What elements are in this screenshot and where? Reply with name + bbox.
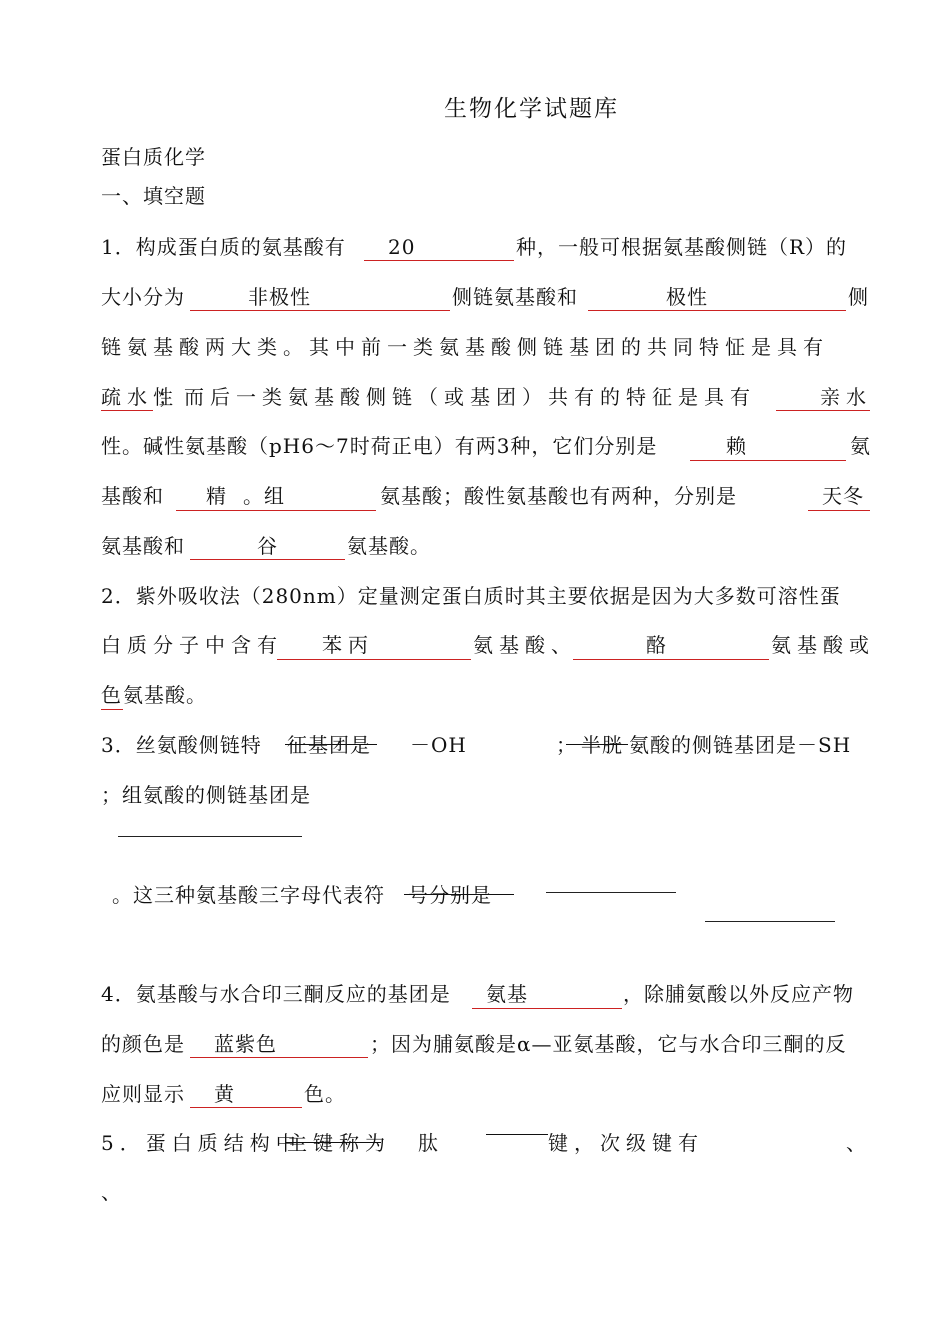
answer-blank	[118, 836, 302, 837]
q4-text: 应则显示	[101, 1082, 185, 1106]
q1-text: 侧	[848, 285, 869, 309]
q2-answer: 色	[101, 683, 122, 707]
q2-answer: 酪	[646, 633, 667, 657]
q1-answer: 赖	[726, 434, 747, 458]
q2-text: 白质分子中含有	[101, 633, 283, 657]
answer-blank	[190, 310, 450, 311]
q1-text: 大小分为	[101, 285, 185, 309]
q3-text: ；组氨酸的侧链基团是	[101, 783, 311, 807]
q1-answer: 天冬	[822, 484, 864, 508]
q5-answer: 肽	[418, 1131, 439, 1155]
strikethrough	[404, 894, 514, 895]
q1-answer: 。组	[243, 484, 285, 508]
answer-blank	[546, 892, 676, 893]
strikethrough	[486, 1134, 548, 1135]
q1-text: 氨	[850, 434, 871, 458]
q1-text: 氨基酸；酸性氨基酸也有两种，分别是	[380, 484, 737, 508]
q3-text: 氨酸的侧链基团是－SH	[629, 733, 852, 757]
q4-text: ；因为脯氨酸是α—亚氨基酸，它与水合印三酮的反	[370, 1032, 847, 1056]
q4-text: ，除脯氨酸以外反应产物	[623, 982, 854, 1006]
strikethrough	[566, 744, 628, 745]
answer-blank	[101, 709, 123, 710]
q1-text: 。碱性氨基酸（pH6～7时荷正电）有两3种，它们分别是	[122, 434, 658, 458]
q2-answer: 苯丙	[322, 633, 374, 657]
answer-blank	[176, 510, 376, 511]
answer-blank	[277, 659, 471, 660]
answer-blank	[776, 410, 870, 411]
answer-blank	[690, 460, 846, 461]
answer-blank	[705, 921, 835, 922]
q5-text: 、	[846, 1131, 867, 1155]
q5-text: 键，次级键有	[548, 1131, 704, 1155]
q2-text: 氨基酸或	[771, 633, 875, 657]
answer-blank	[588, 310, 846, 311]
q1-text: 1．构成蛋白质的氨基酸有	[101, 235, 346, 259]
q1-text: 氨基酸和	[101, 534, 185, 558]
answer-blank	[573, 659, 769, 660]
q5-struck-text: 主键称为	[287, 1131, 391, 1155]
q1-answer: 20	[388, 235, 416, 259]
q1-text: 基酸和	[101, 484, 164, 508]
answer-blank	[190, 559, 345, 560]
q1-answer: 谷	[257, 534, 278, 558]
q1-text: 链氨基酸两大类。其中前一类氨基酸侧链基团的共同特怔是具有	[101, 335, 829, 359]
q4-text: 4．氨基酸与水合印三酮反应的基团是	[101, 982, 451, 1006]
q1-answer: 亲水	[820, 385, 872, 409]
strikethrough	[285, 744, 377, 745]
q3-struck-text: 征基团是	[287, 733, 371, 757]
q4-text: 的颜色是	[101, 1032, 185, 1056]
q5-text: 、	[101, 1180, 122, 1204]
q4-text: 色。	[304, 1082, 346, 1106]
q1-text: 氨基酸。	[347, 534, 431, 558]
answer-blank	[190, 1057, 368, 1058]
answer-blank	[808, 510, 870, 511]
section-heading: 一、填空题	[101, 184, 206, 208]
q3-answer: －OH	[410, 733, 467, 757]
q3-text: 。这三种氨基酸三字母代表符	[112, 883, 385, 907]
q3-struck-text: 号分别是	[408, 883, 492, 907]
q3-text: ；	[556, 733, 577, 757]
q4-answer: 氨基	[486, 982, 528, 1006]
q1-text: ；而后一类氨基酸侧链（或基团）共有的特征是具有	[158, 385, 756, 409]
answer-blank	[101, 410, 153, 411]
q1-text: 种，一般可根据氨基酸侧链（R）的	[516, 235, 848, 259]
answer-blank	[190, 1107, 302, 1108]
q2-text: 2．紫外吸收法（280nm）定量测定蛋白质时其主要依据是因为大多数可溶性蛋	[101, 584, 841, 608]
q4-answer: 蓝紫色	[214, 1032, 277, 1056]
q1-text: 侧链氨基酸和	[452, 285, 578, 309]
answer-blank	[364, 260, 514, 261]
q2-text: 氨基酸、	[473, 633, 577, 657]
chapter-heading: 蛋白质化学	[101, 145, 206, 169]
q4-answer: 黄	[214, 1082, 235, 1106]
q2-text: 氨基酸。	[123, 683, 207, 707]
document-title: 生物化学试题库	[444, 96, 619, 122]
q3-text: 3．丝氨酸侧链特	[101, 733, 262, 757]
q1-answer: 精	[206, 484, 227, 508]
q1-answer: 性	[101, 434, 122, 458]
q5-text: 5．蛋白质结构中	[101, 1131, 302, 1155]
strikethrough	[285, 1142, 381, 1143]
answer-blank	[472, 1008, 622, 1009]
q1-answer: 非极性	[248, 285, 311, 309]
q1-answer: 极性	[666, 285, 708, 309]
q3-struck-text: 半胱	[581, 733, 623, 757]
q1-answer: 疏水性	[101, 385, 179, 409]
